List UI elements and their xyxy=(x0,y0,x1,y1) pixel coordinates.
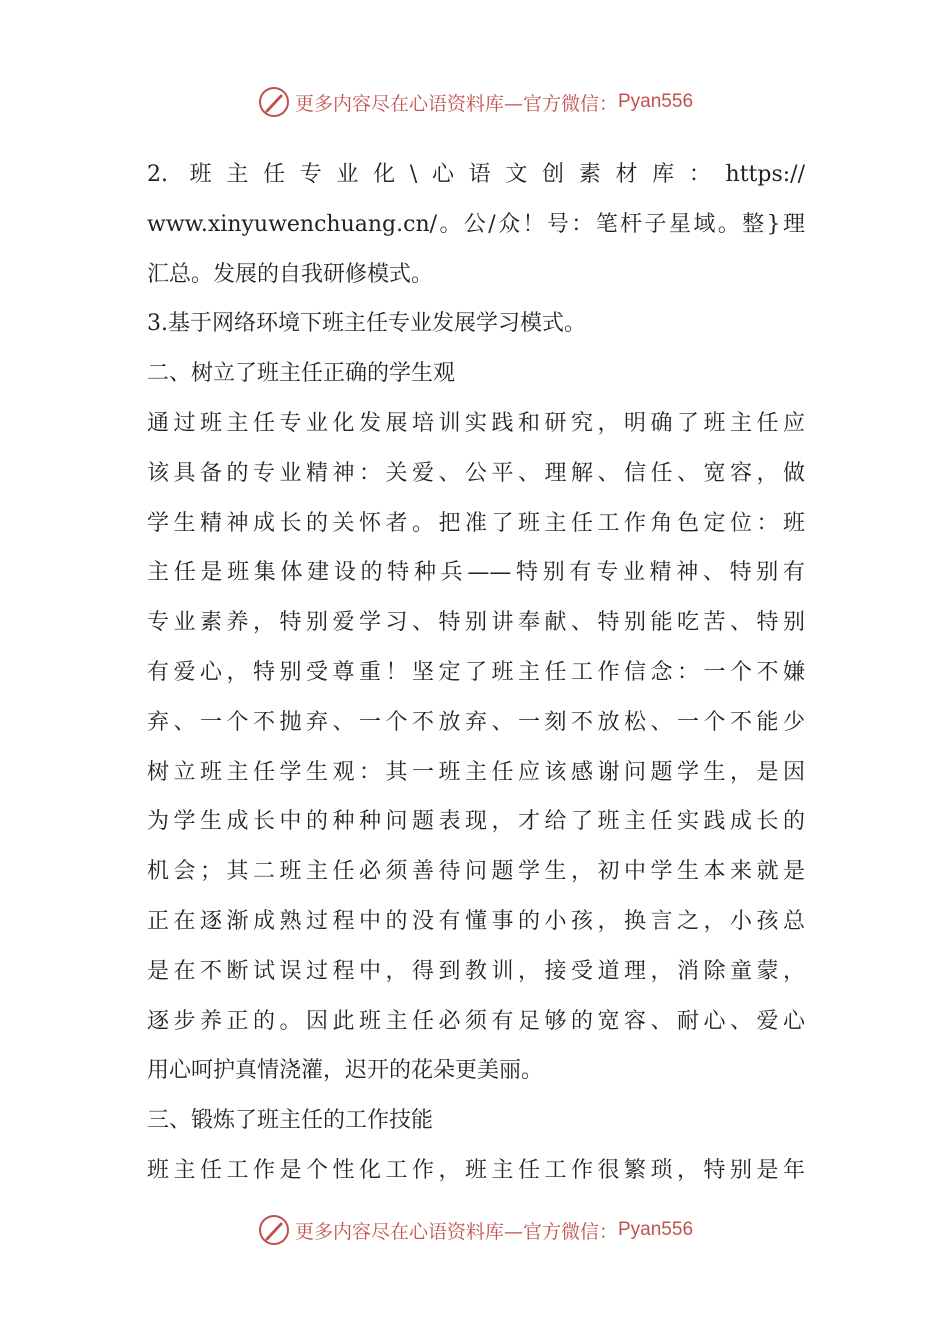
text-line: 有爱心，特别受尊重！坚定了班主任工作信念：一个不嫌 xyxy=(147,659,805,685)
text-line: 汇总。发展的自我研修模式。 xyxy=(147,261,434,287)
text-line: 逐步养正的。因此班主任必须有足够的宽容、耐心、爱心 xyxy=(147,1008,805,1034)
text-line: 班主任工作是个性化工作，班主任工作很繁琐，特别是年 xyxy=(147,1157,805,1183)
header-banner xyxy=(0,82,950,122)
text-line: 主任是班集体建设的特种兵——特别有专业精神、特别有 xyxy=(147,560,805,586)
banner-text: 更多内容尽在心语资料库—官方微信： xyxy=(294,92,618,115)
text-line: 为学生成长中的种种问题表现，才给了班主任实践成长的 xyxy=(147,809,805,835)
text-line: 弃、一个不抛弃、一个不放弃、一刻不放松、一个不能少 xyxy=(147,709,805,735)
banner-wechat-id: Pyan556 xyxy=(618,91,694,112)
text-line: 正在逐渐成熟过程中的没有懂事的小孩，换言之，小孩总 xyxy=(147,908,805,934)
text-line: 通过班主任专业化发展培训实践和研究，明确了班主任应 xyxy=(147,410,805,436)
document-body xyxy=(147,150,805,1196)
banner-wechat-id: Pyan556 xyxy=(618,1219,694,1240)
banner-text: 更多内容尽在心语资料库—官方微信： xyxy=(294,1220,618,1243)
text-line: 是在不断试误过程中，得到教训，接受道理，消除童蒙， xyxy=(147,958,805,984)
text-line: 用心呵护真情浇灌，迟开的花朵更美丽。 xyxy=(147,1058,544,1084)
footer-banner xyxy=(0,1210,950,1250)
text-line: 3.基于网络环境下班主任专业发展学习模式。 xyxy=(147,311,586,337)
text-line: 该具备的专业精神：关爱、公平、理解、信任、宽容，做 xyxy=(147,460,805,486)
text-line: 树立班主任学生观：其一班主任应该感谢问题学生，是因 xyxy=(147,759,805,785)
text-line: 学生精神成长的关怀者。把准了班主任工作角色定位：班 xyxy=(147,510,805,536)
text-line: www.xinyuwenchuang.cn/。公/众！号：笔杆子星域。整}理 xyxy=(147,211,805,237)
text-line: 机会；其二班主任必须善待问题学生，初中学生本来就是 xyxy=(147,859,805,885)
text-line: 2. 班主任专业化\心语文创素材库：https:// xyxy=(147,162,805,187)
quill-pen-icon xyxy=(257,1213,291,1247)
quill-pen-icon xyxy=(257,85,291,119)
section-heading: 三、锻炼了班主任的工作技能 xyxy=(147,1108,434,1134)
section-heading: 二、树立了班主任正确的学生观 xyxy=(147,361,456,387)
text-line: 专业素养，特别爱学习、特别讲奉献、特别能吃苦、特别 xyxy=(147,610,805,636)
